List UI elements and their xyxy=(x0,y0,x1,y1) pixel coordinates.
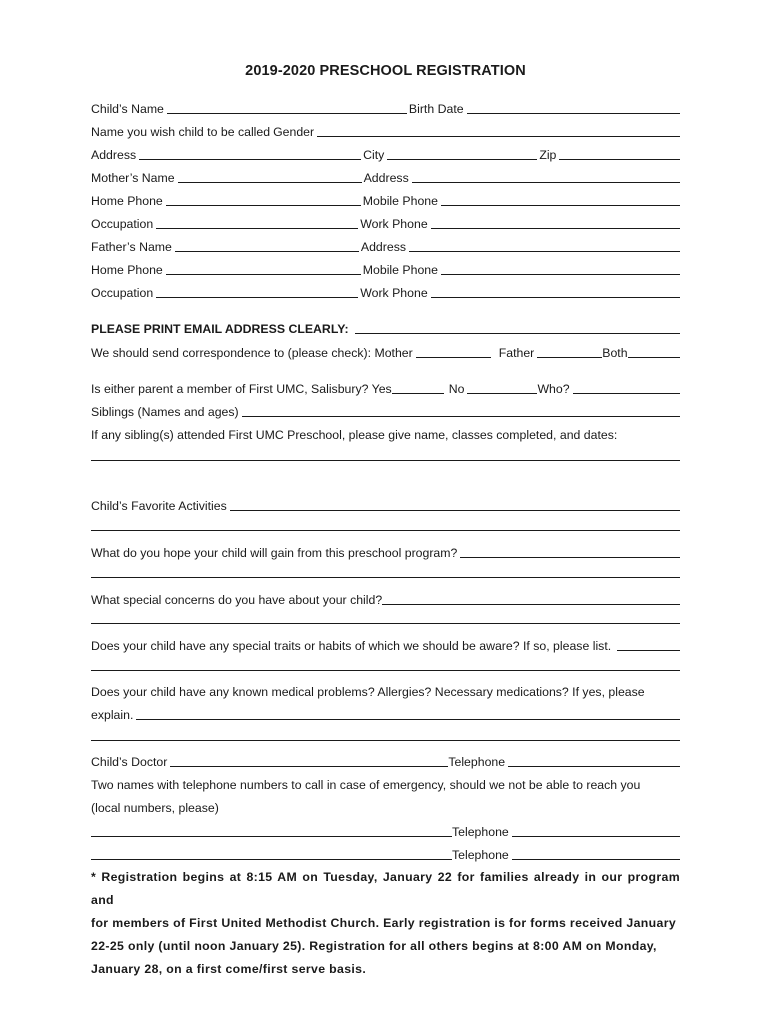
row-emergency-2 xyxy=(91,792,680,815)
city-field[interactable] xyxy=(387,148,537,160)
special-concerns-label: What special concerns do you have about your child? xyxy=(91,593,383,607)
childs-name-field[interactable] xyxy=(167,102,407,114)
email-label: PLEASE PRINT EMAIL ADDRESS CLEARLY: xyxy=(91,322,349,336)
row-emergency-contact-1 xyxy=(91,816,680,839)
mother-home-phone-field[interactable] xyxy=(166,194,361,206)
zip-label: Zip xyxy=(539,148,557,162)
both-check-field[interactable] xyxy=(628,346,680,358)
favorite-activities-label: Child’s Favorite Activities xyxy=(91,499,227,513)
nickname-label: Name you wish child to be called xyxy=(91,125,271,139)
row-mother-phones xyxy=(91,185,680,208)
sibling-attended-label: If any sibling(s) attended First UMC Preschool, please give name, classes completed, and dates: xyxy=(91,428,618,442)
row-sibling-attended xyxy=(91,419,680,442)
medical-problems-label: Does your child have any known medical problems? Allergies? Necessary medications? If yes, please xyxy=(91,685,645,699)
hope-gain-line[interactable] xyxy=(91,577,680,578)
special-concerns-line[interactable] xyxy=(91,623,680,624)
row-explain xyxy=(91,699,680,722)
special-traits-line[interactable] xyxy=(91,670,680,671)
gender-label: Gender xyxy=(273,125,315,139)
occupation-label: Occupation xyxy=(91,217,154,231)
row-membership xyxy=(91,373,680,396)
who-label: Who? xyxy=(537,382,570,396)
home-phone-label: Home Phone xyxy=(91,194,163,208)
page-title: 2019-2020 PRESCHOOL REGISTRATION xyxy=(245,63,526,79)
row-correspondence xyxy=(91,337,680,360)
father-address-label: Address xyxy=(360,240,406,254)
hope-gain-label: What do you hope your child will gain from this preschool program? xyxy=(91,546,458,560)
birth-date-label: Birth Date xyxy=(408,102,464,116)
childs-doctor-label: Child’s Doctor xyxy=(91,755,168,769)
special-traits-field[interactable] xyxy=(617,639,680,651)
email-field[interactable] xyxy=(355,322,680,334)
address-field[interactable] xyxy=(139,148,361,160)
no-check-field[interactable] xyxy=(467,382,537,394)
mother-address-field[interactable] xyxy=(412,171,680,183)
member-question-label: Is either parent a member of First UMC, Salisbury? Yes xyxy=(91,382,392,396)
emergency-name-1-field[interactable] xyxy=(91,825,452,837)
correspondence-label: We should send correspondence to (please check): Mother xyxy=(91,346,413,360)
mother-check-field[interactable] xyxy=(416,346,491,358)
notice-line-1: * Registration begins at 8:15 AM on Tuesday, January 22 for families already in our program and xyxy=(91,870,680,907)
row-childs-doctor xyxy=(91,746,680,769)
special-traits-label: Does your child have any special traits or habits of which we should be aware? If so, please list. xyxy=(91,639,612,653)
row-fathers-name xyxy=(91,231,680,254)
home-phone-label: Home Phone xyxy=(91,263,163,277)
doctor-telephone-field[interactable] xyxy=(508,755,680,767)
hope-gain-field[interactable] xyxy=(460,546,680,558)
row-medical-problems xyxy=(91,676,680,699)
explain-field[interactable] xyxy=(136,708,680,720)
emergency-telephone-2-field[interactable] xyxy=(512,848,680,860)
who-field[interactable] xyxy=(573,382,680,394)
father-option-label: Father xyxy=(498,346,535,360)
birth-date-field[interactable] xyxy=(467,102,680,114)
fathers-name-field[interactable] xyxy=(175,240,359,252)
notice-line-2: for members of First United Methodist Church. Early registration is for forms received January xyxy=(91,916,677,930)
notice-line-3: 22-25 only (until noon January 25). Registration for all others begins at 8:00 AM on Monday, xyxy=(91,939,657,953)
father-check-field[interactable] xyxy=(537,346,602,358)
notice-line-4: January 28, on a first come/first serve basis. xyxy=(91,962,367,976)
sibling-attended-line[interactable] xyxy=(91,460,680,461)
row-child-name xyxy=(91,93,680,116)
row-mothers-name xyxy=(91,162,680,185)
siblings-field[interactable] xyxy=(242,405,680,417)
mothers-name-field[interactable] xyxy=(178,171,362,183)
father-home-phone-field[interactable] xyxy=(166,263,361,275)
emergency-telephone-1-field[interactable] xyxy=(512,825,680,837)
registration-notice xyxy=(91,866,680,981)
address-label: Address xyxy=(91,148,137,162)
gender-field[interactable] xyxy=(317,125,680,137)
row-special-concerns xyxy=(91,584,680,607)
telephone-label: Telephone xyxy=(448,755,506,769)
row-address xyxy=(91,139,680,162)
yes-check-field[interactable] xyxy=(392,382,444,394)
both-option-label: Both xyxy=(602,346,628,360)
row-nickname xyxy=(91,116,680,139)
explain-label: explain. xyxy=(91,708,134,722)
childs-name-label: Child’s Name xyxy=(91,102,164,116)
mothers-name-label: Mother’s Name xyxy=(91,171,175,185)
telephone-label: Telephone xyxy=(452,848,509,862)
emergency-local-label: (local numbers, please) xyxy=(91,801,219,815)
row-father-occupation xyxy=(91,277,680,300)
city-label: City xyxy=(363,148,385,162)
father-address-field[interactable] xyxy=(409,240,680,252)
zip-field[interactable] xyxy=(559,148,680,160)
mother-mobile-phone-field[interactable] xyxy=(441,194,680,206)
mother-occupation-field[interactable] xyxy=(156,217,358,229)
favorite-activities-line[interactable] xyxy=(91,530,680,531)
telephone-label: Telephone xyxy=(452,825,509,839)
row-special-traits xyxy=(91,630,680,653)
row-emergency-contact-2 xyxy=(91,839,680,862)
father-mobile-phone-field[interactable] xyxy=(441,263,680,275)
father-work-phone-field[interactable] xyxy=(431,286,680,298)
occupation-label: Occupation xyxy=(91,286,154,300)
row-hope-gain xyxy=(91,537,680,560)
row-emergency-1 xyxy=(91,769,680,792)
favorite-activities-field[interactable] xyxy=(230,499,680,511)
row-favorite-activities xyxy=(91,490,680,513)
work-phone-label: Work Phone xyxy=(360,217,428,231)
no-option-label: No xyxy=(448,382,465,396)
childs-doctor-field[interactable] xyxy=(170,755,448,767)
fathers-name-label: Father’s Name xyxy=(91,240,172,254)
siblings-label: Siblings (Names and ages) xyxy=(91,405,239,419)
mobile-phone-label: Mobile Phone xyxy=(362,263,438,277)
mobile-phone-label: Mobile Phone xyxy=(362,194,438,208)
mother-work-phone-field[interactable] xyxy=(431,217,680,229)
row-email xyxy=(91,313,680,336)
emergency-name-2-field[interactable] xyxy=(91,848,452,860)
special-concerns-field[interactable] xyxy=(382,593,680,605)
row-father-phones xyxy=(91,254,680,277)
row-mother-occupation xyxy=(91,208,680,231)
emergency-instructions-label: Two names with telephone numbers to call in case of emergency, should we not be able to reach you xyxy=(91,778,641,792)
row-siblings xyxy=(91,396,680,419)
mother-address-label: Address xyxy=(363,171,409,185)
father-occupation-field[interactable] xyxy=(156,286,358,298)
work-phone-label: Work Phone xyxy=(360,286,428,300)
explain-line[interactable] xyxy=(91,740,680,741)
